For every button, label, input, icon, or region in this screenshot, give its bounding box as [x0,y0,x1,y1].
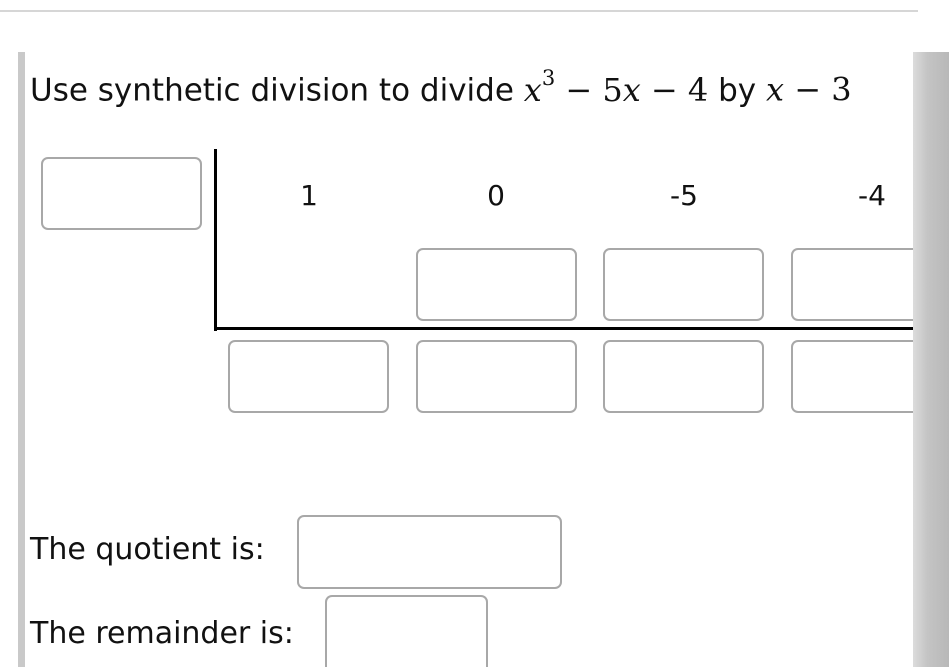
divisor-tail: − 3 [784,70,852,109]
divisor-root-input[interactable] [41,157,202,230]
division-vertical-line [214,149,217,331]
divisor-var: x [766,70,785,109]
question-prefix: Use synthetic division to divide [30,72,524,109]
quotient-input[interactable] [297,515,562,589]
middle-row-input-2[interactable] [416,248,577,321]
bottom-row-input-2[interactable] [416,340,577,413]
dividend-var: x [523,70,542,109]
remainder-input[interactable] [325,595,488,667]
bottom-row-input-1[interactable] [228,340,389,413]
dividend-expression [523,66,709,109]
bottom-row-input-3[interactable] [603,340,764,413]
question-text [30,58,852,109]
middle-row-input-3[interactable] [603,248,764,321]
question-by: by [708,72,766,109]
remainder-label: The remainder is: [30,616,294,651]
coefficient-1: 1 [300,179,318,212]
quotient-label: The quotient is: [30,532,265,567]
coefficient-3: -5 [670,179,698,212]
dividend-exponent: 3 [541,66,556,90]
left-rail [18,52,25,667]
middle-row-input-4[interactable] [791,248,913,321]
bottom-row-input-4[interactable] [791,340,913,413]
dividend-middle: − 5 [555,70,623,109]
dividend-var2: x [622,70,641,109]
top-divider [0,10,918,12]
dividend-tail: − 4 [640,70,709,109]
coefficient-2: 0 [487,179,505,212]
division-horizontal-line [214,327,913,330]
divisor-expression [766,71,852,109]
coefficient-4: -4 [858,179,886,212]
right-scroll-edge [913,52,949,667]
